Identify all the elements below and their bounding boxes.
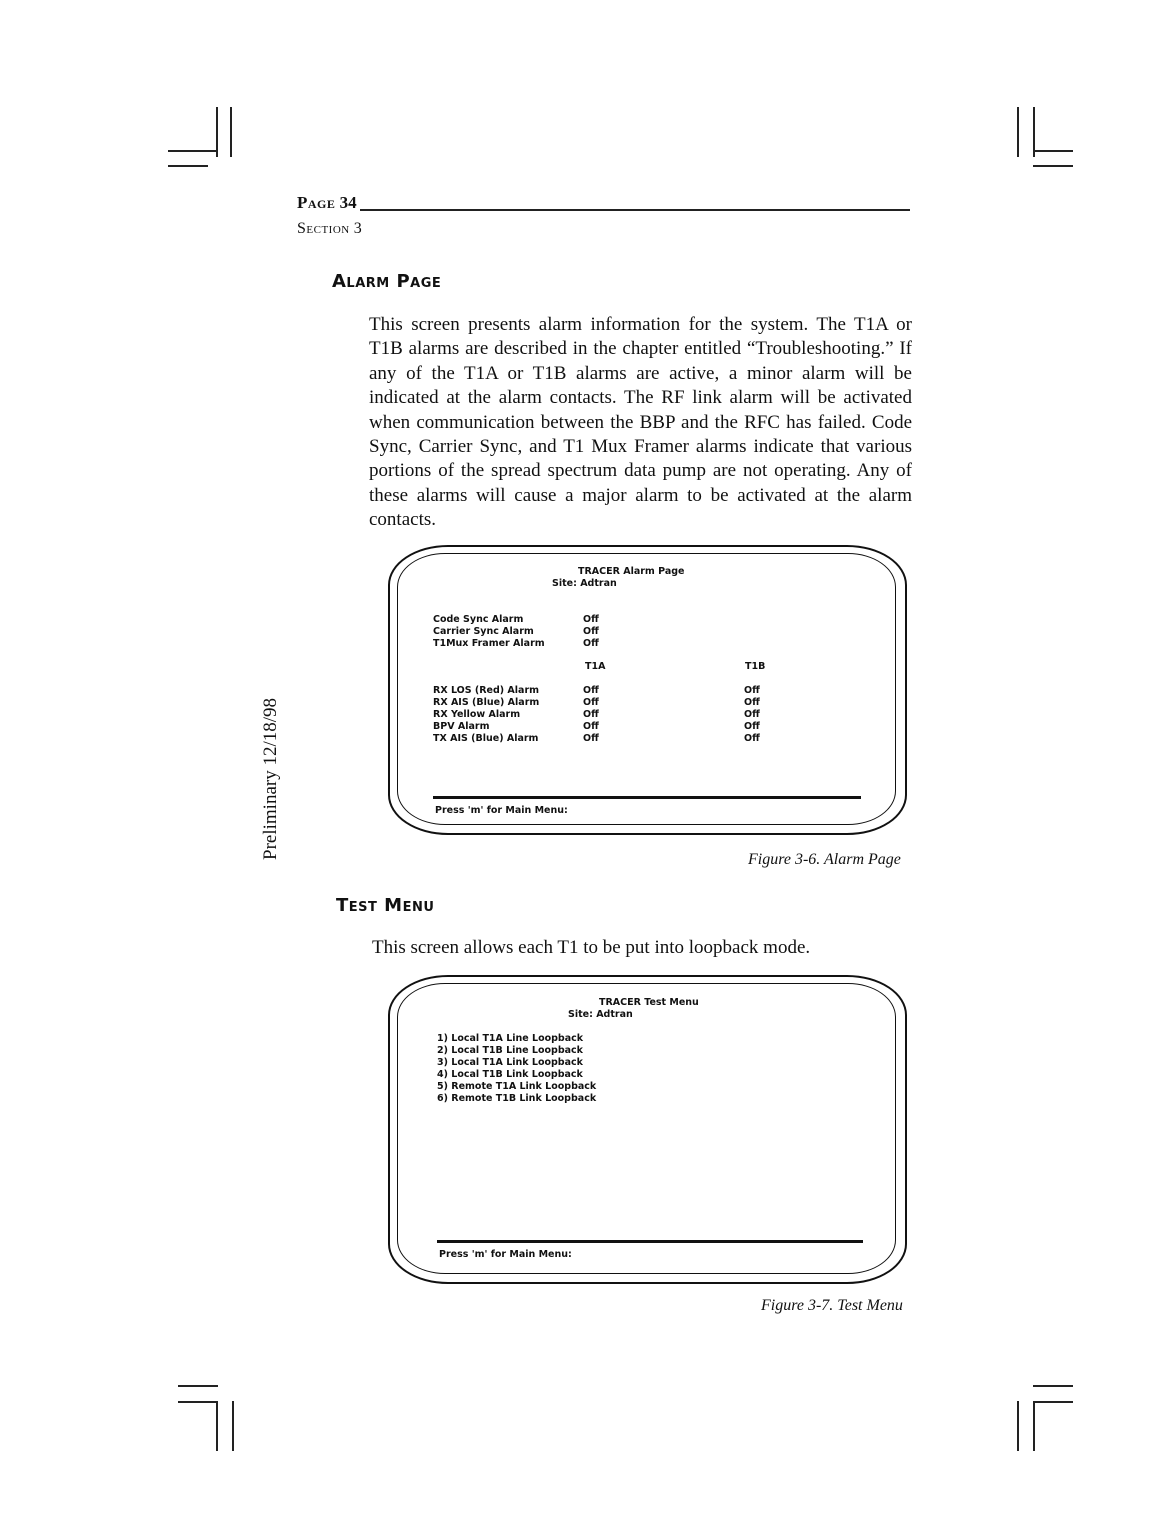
crop-mark <box>178 1385 218 1387</box>
t1a-alarm-value: Off <box>583 733 599 744</box>
t1-alarm-label: TX AIS (Blue) Alarm <box>433 733 539 744</box>
test-menu-item: 3) Local T1A Link Loopback <box>437 1057 583 1068</box>
t1a-alarm-value: Off <box>583 685 599 696</box>
alarm-screen-divider <box>433 796 861 799</box>
system-alarm-value: Off <box>583 638 599 649</box>
alarm-page-heading: Alarm Page <box>332 271 442 292</box>
system-alarm-label: T1Mux Framer Alarm <box>433 638 545 649</box>
crop-mark <box>1033 1385 1073 1387</box>
crop-mark <box>1033 1401 1073 1403</box>
section-header <box>297 220 362 238</box>
test-menu-item: 5) Remote T1A Link Loopback <box>437 1081 597 1092</box>
t1-alarm-label: RX LOS (Red) Alarm <box>433 685 540 696</box>
test-screen-site: Site: Adtran <box>568 1009 633 1020</box>
section-label: Section <box>297 220 350 237</box>
t1a-alarm-value: Off <box>583 709 599 720</box>
crop-mark <box>230 107 232 157</box>
crop-mark <box>1033 1401 1035 1451</box>
crop-mark <box>178 1401 218 1403</box>
t1b-alarm-value: Off <box>744 685 760 696</box>
crop-mark <box>216 1401 218 1451</box>
t1b-alarm-value: Off <box>744 721 760 732</box>
crop-mark <box>232 1401 234 1451</box>
system-alarm-label: Code Sync Alarm <box>433 614 524 625</box>
crop-mark <box>168 165 208 167</box>
alarm-page-paragraph: This screen presents alarm information for the system. The T1A or T1B alarms are described in the chapter entitled “Troubleshooting.” If any of the T1A or T1B alarms are active, a minor alarm will be indicated at the alarm contacts. The RF link alarm will be activated when communication between the BBP and the RFC has failed. Code Sync, Carrier Sync, and T1 Mux Framer alarms indicate that various portions of the spread spectrum data pump are not operating. Any of these alarms will cause a major alarm to be activated at the alarm contacts. <box>369 314 912 531</box>
system-alarm-label: Carrier Sync Alarm <box>433 626 534 637</box>
test-menu-item: 6) Remote T1B Link Loopback <box>437 1093 597 1104</box>
section-number: 3 <box>353 220 362 237</box>
t1-alarm-label: RX Yellow Alarm <box>433 709 521 720</box>
crop-mark <box>1017 107 1019 157</box>
side-note: Preliminary 12/18/98 <box>260 697 281 860</box>
test-menu-paragraph: This screen allows each T1 to be put into loopback mode. <box>372 937 811 958</box>
test-screen-inner-frame <box>397 983 896 1274</box>
t1a-alarm-value: Off <box>583 721 599 732</box>
column-header-t1b: T1B <box>745 661 766 672</box>
header-rule <box>360 209 910 211</box>
test-screen-prompt: Press 'm' for Main Menu: <box>439 1249 572 1260</box>
t1-alarm-label: BPV Alarm <box>433 721 490 732</box>
crop-mark <box>1033 150 1073 152</box>
alarm-screen-title: TRACER Alarm Page <box>578 566 685 577</box>
crop-mark <box>168 150 218 152</box>
test-menu-heading: Test Menu <box>336 895 435 916</box>
figure-caption: Figure 3-7. Test Menu <box>761 1297 903 1314</box>
t1b-alarm-value: Off <box>744 733 760 744</box>
test-menu-item: 4) Local T1B Link Loopback <box>437 1069 583 1080</box>
system-alarm-value: Off <box>583 614 599 625</box>
column-header-t1a: T1A <box>585 661 606 672</box>
system-alarm-value: Off <box>583 626 599 637</box>
alarm-screen-site: Site: Adtran <box>552 578 617 589</box>
page-header <box>297 193 357 213</box>
page-number: 34 <box>339 193 357 212</box>
page-label: Page <box>297 193 336 212</box>
test-menu-item: 2) Local T1B Line Loopback <box>437 1045 583 1056</box>
alarm-screen-prompt: Press 'm' for Main Menu: <box>435 805 568 816</box>
t1-alarm-label: RX AIS (Blue) Alarm <box>433 697 540 708</box>
test-screen-title: TRACER Test Menu <box>599 997 699 1008</box>
t1b-alarm-value: Off <box>744 697 760 708</box>
t1a-alarm-value: Off <box>583 697 599 708</box>
test-screen-divider <box>437 1240 863 1243</box>
crop-mark <box>1017 1401 1019 1451</box>
crop-mark <box>1033 165 1073 167</box>
test-menu-item: 1) Local T1A Line Loopback <box>437 1033 584 1044</box>
figure-caption: Figure 3-6. Alarm Page <box>748 851 901 868</box>
t1b-alarm-value: Off <box>744 709 760 720</box>
